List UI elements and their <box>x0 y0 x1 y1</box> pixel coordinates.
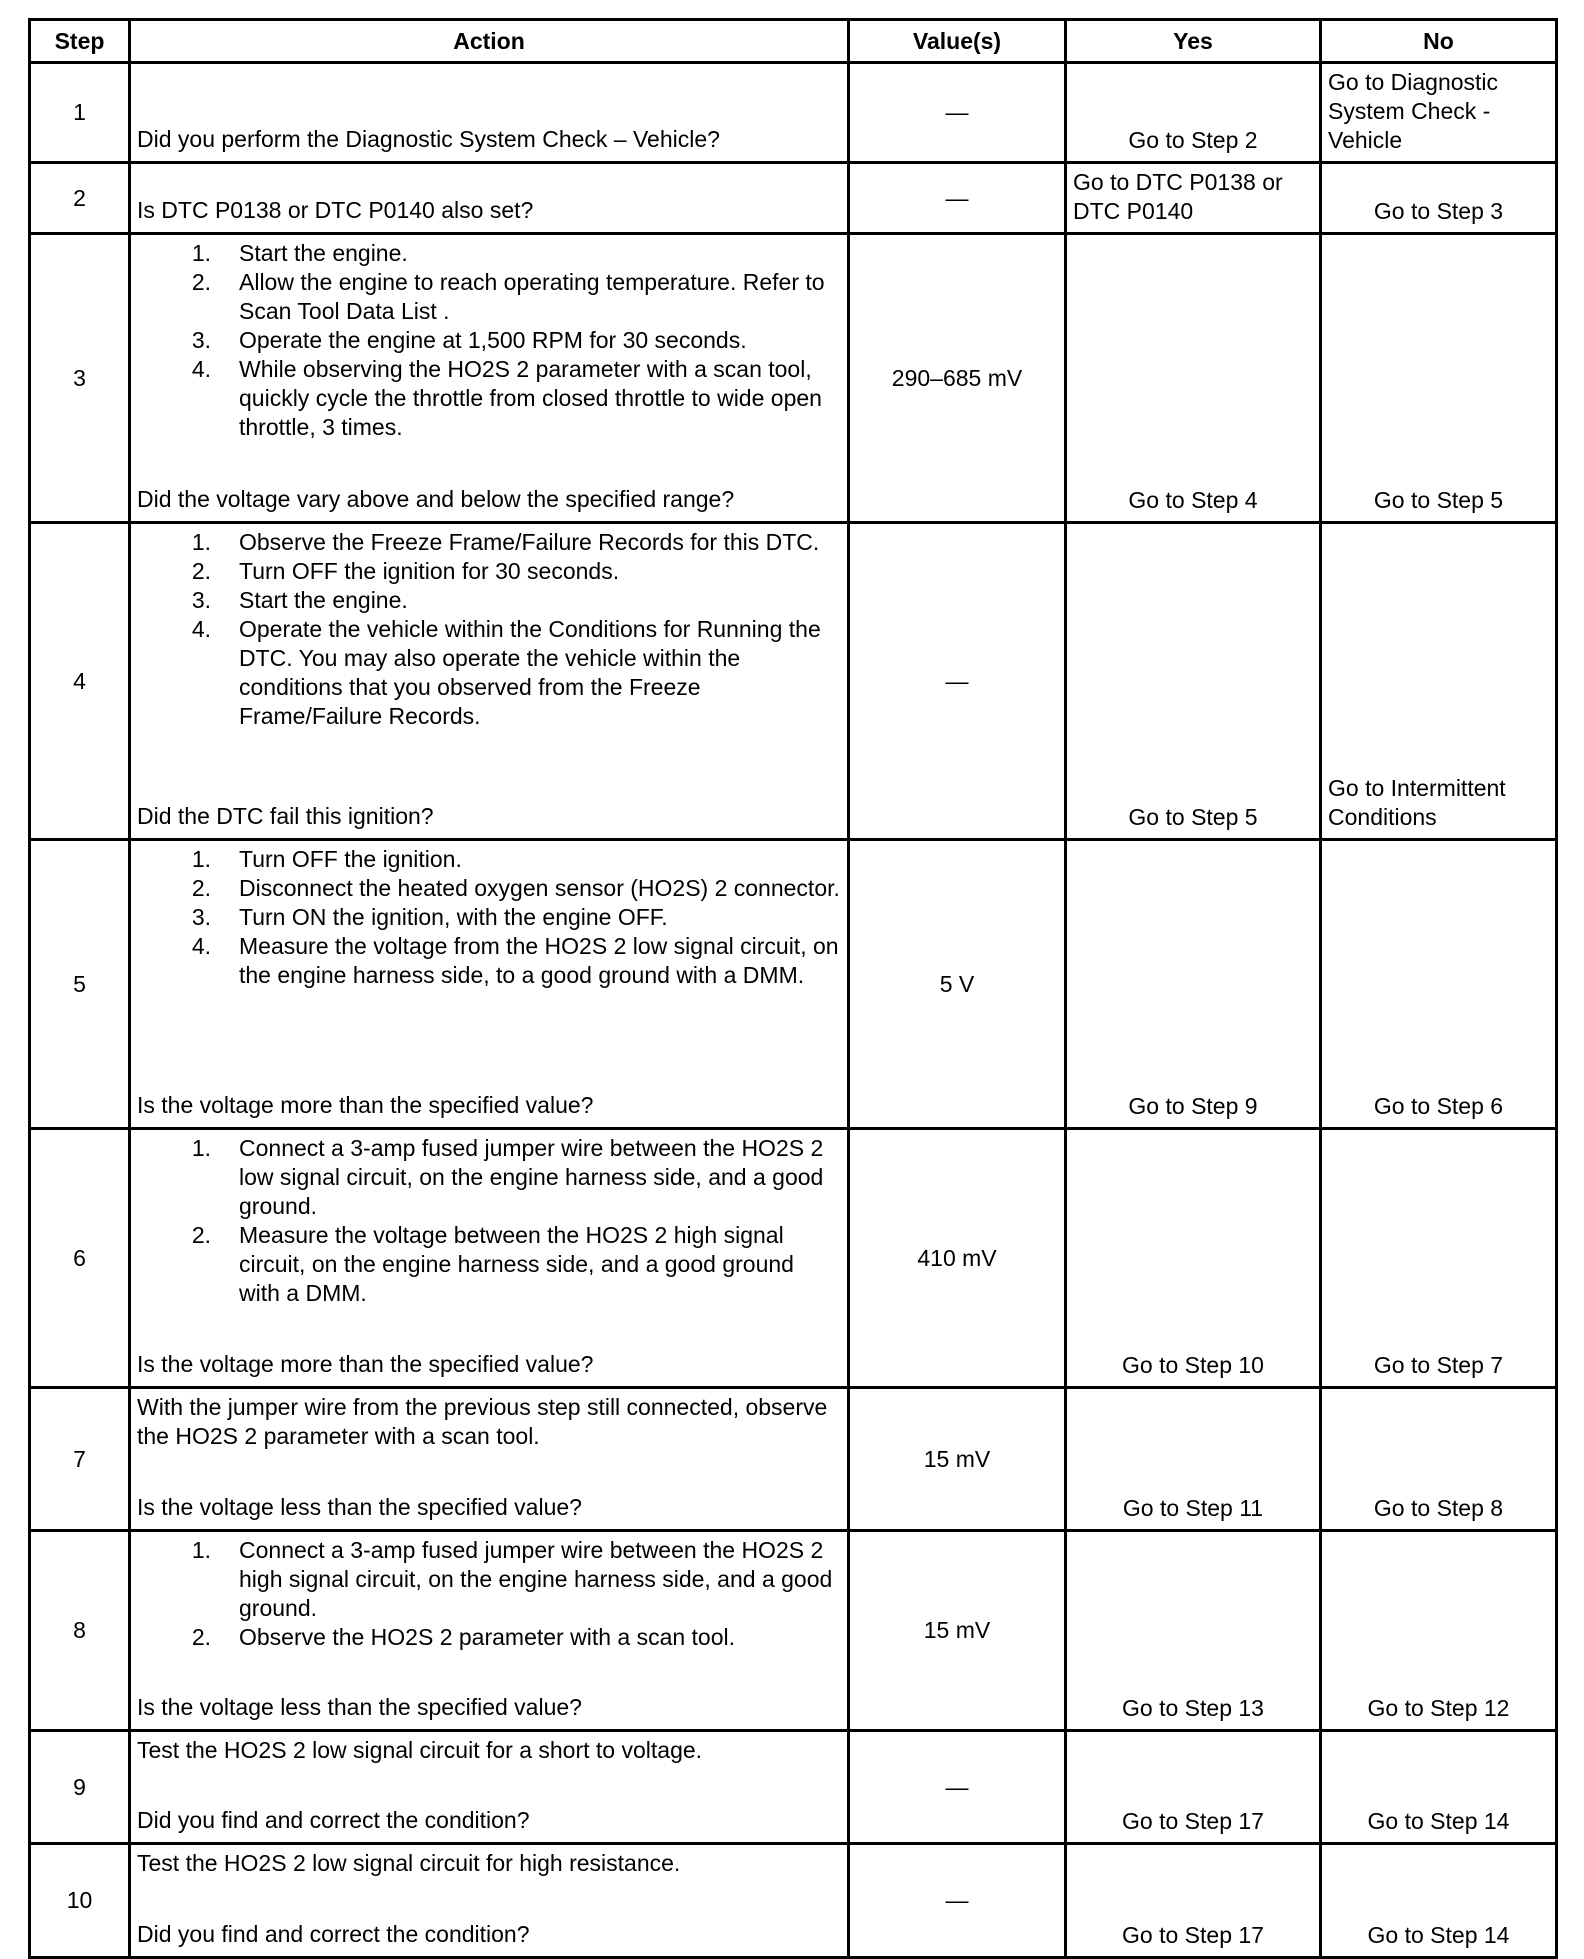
list-item <box>137 1536 841 1623</box>
table-row <box>30 63 1557 163</box>
action-question: Did you find and correct the condition? <box>137 1807 530 1833</box>
yes-link[interactable]: Go to Step 17 <box>1066 1731 1321 1844</box>
list-item <box>137 528 841 557</box>
step-number: 6 <box>30 1129 130 1388</box>
action-steps-list <box>137 845 841 990</box>
list-item-text: Operate the engine at 1,500 RPM for 30 seconds. <box>239 327 747 353</box>
value-cell: — <box>849 163 1066 234</box>
list-item-text: Connect a 3-amp fused jumper wire between the HO2S 2 high signal circuit, on the engine harness side, and a good ground. <box>239 1537 833 1621</box>
action-steps-list <box>137 1536 841 1652</box>
list-item <box>137 557 841 586</box>
action-steps-list <box>137 528 841 731</box>
step-number: 5 <box>30 840 130 1129</box>
action-intro: With the jumper wire from the previous step still connected, observe the HO2S 2 parameter with a scan tool. <box>137 1394 828 1449</box>
action-cell <box>130 523 849 840</box>
header-row <box>30 20 1557 63</box>
header-action: Action <box>130 20 849 63</box>
action-cell <box>130 1388 849 1531</box>
list-item <box>137 239 841 268</box>
list-item-number: 4. <box>191 933 211 959</box>
action-cell <box>130 840 849 1129</box>
action-cell <box>130 234 849 523</box>
action-question: Did the DTC fail this ignition? <box>137 803 434 829</box>
header-step: Step <box>30 20 130 63</box>
action-question: Is the voltage less than the specified value? <box>137 1494 582 1520</box>
value-cell: — <box>849 63 1066 163</box>
value-cell: — <box>849 523 1066 840</box>
no-link[interactable]: Go to Step 8 <box>1321 1388 1557 1531</box>
no-link[interactable]: Go to Step 7 <box>1321 1129 1557 1388</box>
action-question: Did the voltage vary above and below the specified range? <box>137 486 735 512</box>
step-number: 2 <box>30 163 130 234</box>
list-item <box>137 1221 841 1308</box>
list-item-number: 4. <box>191 356 211 382</box>
list-item <box>137 1623 841 1652</box>
list-item-number: 3. <box>191 327 211 353</box>
yes-link[interactable]: Go to Step 5 <box>1066 523 1321 840</box>
action-cell <box>130 1531 849 1731</box>
list-item-number: 2. <box>191 558 211 584</box>
list-item-text: While observing the HO2S 2 parameter with a scan tool, quickly cycle the throttle from closed throttle to wide open throttle, 3 times. <box>239 356 822 440</box>
table-row <box>30 1531 1557 1731</box>
value-cell: 410 mV <box>849 1129 1066 1388</box>
table-row <box>30 1731 1557 1844</box>
no-link[interactable]: Go to Intermittent Conditions <box>1321 523 1557 840</box>
action-question: Did you perform the Diagnostic System Check – Vehicle? <box>137 126 720 152</box>
step-number: 8 <box>30 1531 130 1731</box>
list-item-number: 2. <box>191 269 211 295</box>
list-item <box>137 932 841 990</box>
list-item-number: 1. <box>191 1135 211 1161</box>
no-link[interactable]: Go to Step 14 <box>1321 1844 1557 1958</box>
list-item-number: 1. <box>191 1537 211 1563</box>
list-item-text: Start the engine. <box>239 240 408 266</box>
list-item-number: 1. <box>191 529 211 555</box>
value-cell: 5 V <box>849 840 1066 1129</box>
header-yes: Yes <box>1066 20 1321 63</box>
action-question: Is the voltage more than the specified value? <box>137 1092 594 1118</box>
list-item-number: 3. <box>191 587 211 613</box>
list-item-number: 1. <box>191 846 211 872</box>
action-steps-list <box>137 239 841 442</box>
value-cell: 290–685 mV <box>849 234 1066 523</box>
list-item <box>137 355 841 442</box>
step-number: 9 <box>30 1731 130 1844</box>
list-item-text: Turn OFF the ignition. <box>239 846 462 872</box>
yes-link[interactable]: Go to Step 4 <box>1066 234 1321 523</box>
yes-link[interactable]: Go to Step 17 <box>1066 1844 1321 1958</box>
value-cell: 15 mV <box>849 1388 1066 1531</box>
list-item-text: Allow the engine to reach operating temperature. Refer to Scan Tool Data List . <box>239 269 825 324</box>
table-row <box>30 1129 1557 1388</box>
yes-link[interactable]: Go to Step 9 <box>1066 840 1321 1129</box>
list-item-number: 2. <box>191 1624 211 1650</box>
action-question: Is the voltage less than the specified value? <box>137 1694 582 1720</box>
action-cell <box>130 163 849 234</box>
no-link[interactable]: Go to Step 14 <box>1321 1731 1557 1844</box>
table-row <box>30 840 1557 1129</box>
no-link[interactable]: Go to Step 6 <box>1321 840 1557 1129</box>
yes-link[interactable]: Go to DTC P0138 or DTC P0140 <box>1066 163 1321 234</box>
list-item <box>137 1134 841 1221</box>
table-row <box>30 234 1557 523</box>
value-cell: — <box>849 1844 1066 1958</box>
list-item <box>137 845 841 874</box>
list-item-number: 2. <box>191 1222 211 1248</box>
list-item-number: 4. <box>191 616 211 642</box>
list-item-text: Turn ON the ignition, with the engine OFF. <box>239 904 668 930</box>
list-item-number: 3. <box>191 904 211 930</box>
table-row <box>30 1388 1557 1531</box>
diagnostic-table <box>28 18 1558 1959</box>
list-item-number: 1. <box>191 240 211 266</box>
list-item-text: Connect a 3-amp fused jumper wire between the HO2S 2 low signal circuit, on the engine harness side, and a good ground. <box>239 1135 824 1219</box>
table-row <box>30 1844 1557 1958</box>
table-row <box>30 523 1557 840</box>
step-number: 10 <box>30 1844 130 1958</box>
list-item <box>137 586 841 615</box>
list-item-number: 2. <box>191 875 211 901</box>
list-item-text: Observe the Freeze Frame/Failure Records for this DTC. <box>239 529 820 555</box>
action-question: Did you find and correct the condition? <box>137 1921 530 1947</box>
yes-link[interactable]: Go to Step 10 <box>1066 1129 1321 1388</box>
no-link[interactable]: Go to Step 12 <box>1321 1531 1557 1731</box>
header-no: No <box>1321 20 1557 63</box>
yes-link[interactable]: Go to Step 13 <box>1066 1531 1321 1731</box>
step-number: 7 <box>30 1388 130 1531</box>
action-cell <box>130 63 849 163</box>
list-item-text: Turn OFF the ignition for 30 seconds. <box>239 558 620 584</box>
list-item-text: Operate the vehicle within the Conditions for Running the DTC. You may also operate the vehicle within the conditions that you observed from the Freeze Frame/Failure Records. <box>239 616 821 729</box>
list-item <box>137 268 841 326</box>
action-question: Is DTC P0138 or DTC P0140 also set? <box>137 197 534 223</box>
list-item <box>137 874 841 903</box>
list-item-text: Measure the voltage from the HO2S 2 low signal circuit, on the engine harness side, to a good ground with a DMM. <box>239 933 839 988</box>
action-cell <box>130 1731 849 1844</box>
action-cell <box>130 1129 849 1388</box>
action-intro: Test the HO2S 2 low signal circuit for a short to voltage. <box>137 1737 703 1763</box>
step-number: 4 <box>30 523 130 840</box>
action-cell <box>130 1844 849 1958</box>
header-values: Value(s) <box>849 20 1066 63</box>
no-link[interactable]: Go to Diagnostic System Check - Vehicle <box>1321 63 1557 163</box>
step-number: 1 <box>30 63 130 163</box>
no-link[interactable]: Go to Step 3 <box>1321 163 1557 234</box>
table-row <box>30 163 1557 234</box>
step-number: 3 <box>30 234 130 523</box>
value-cell: 15 mV <box>849 1531 1066 1731</box>
list-item-text: Measure the voltage between the HO2S 2 high signal circuit, on the engine harness side, and a good ground with a DMM. <box>239 1222 794 1306</box>
yes-link[interactable]: Go to Step 2 <box>1066 63 1321 163</box>
value-cell: — <box>849 1731 1066 1844</box>
action-question: Is the voltage more than the specified value? <box>137 1351 594 1377</box>
list-item-text: Disconnect the heated oxygen sensor (HO2S) 2 connector. <box>239 875 840 901</box>
list-item <box>137 903 841 932</box>
no-link[interactable]: Go to Step 5 <box>1321 234 1557 523</box>
list-item-text: Observe the HO2S 2 parameter with a scan tool. <box>239 1624 736 1650</box>
list-item-text: Start the engine. <box>239 587 408 613</box>
list-item <box>137 326 841 355</box>
action-steps-list <box>137 1134 841 1308</box>
yes-link[interactable]: Go to Step 11 <box>1066 1388 1321 1531</box>
list-item <box>137 615 841 731</box>
action-intro: Test the HO2S 2 low signal circuit for high resistance. <box>137 1850 681 1876</box>
